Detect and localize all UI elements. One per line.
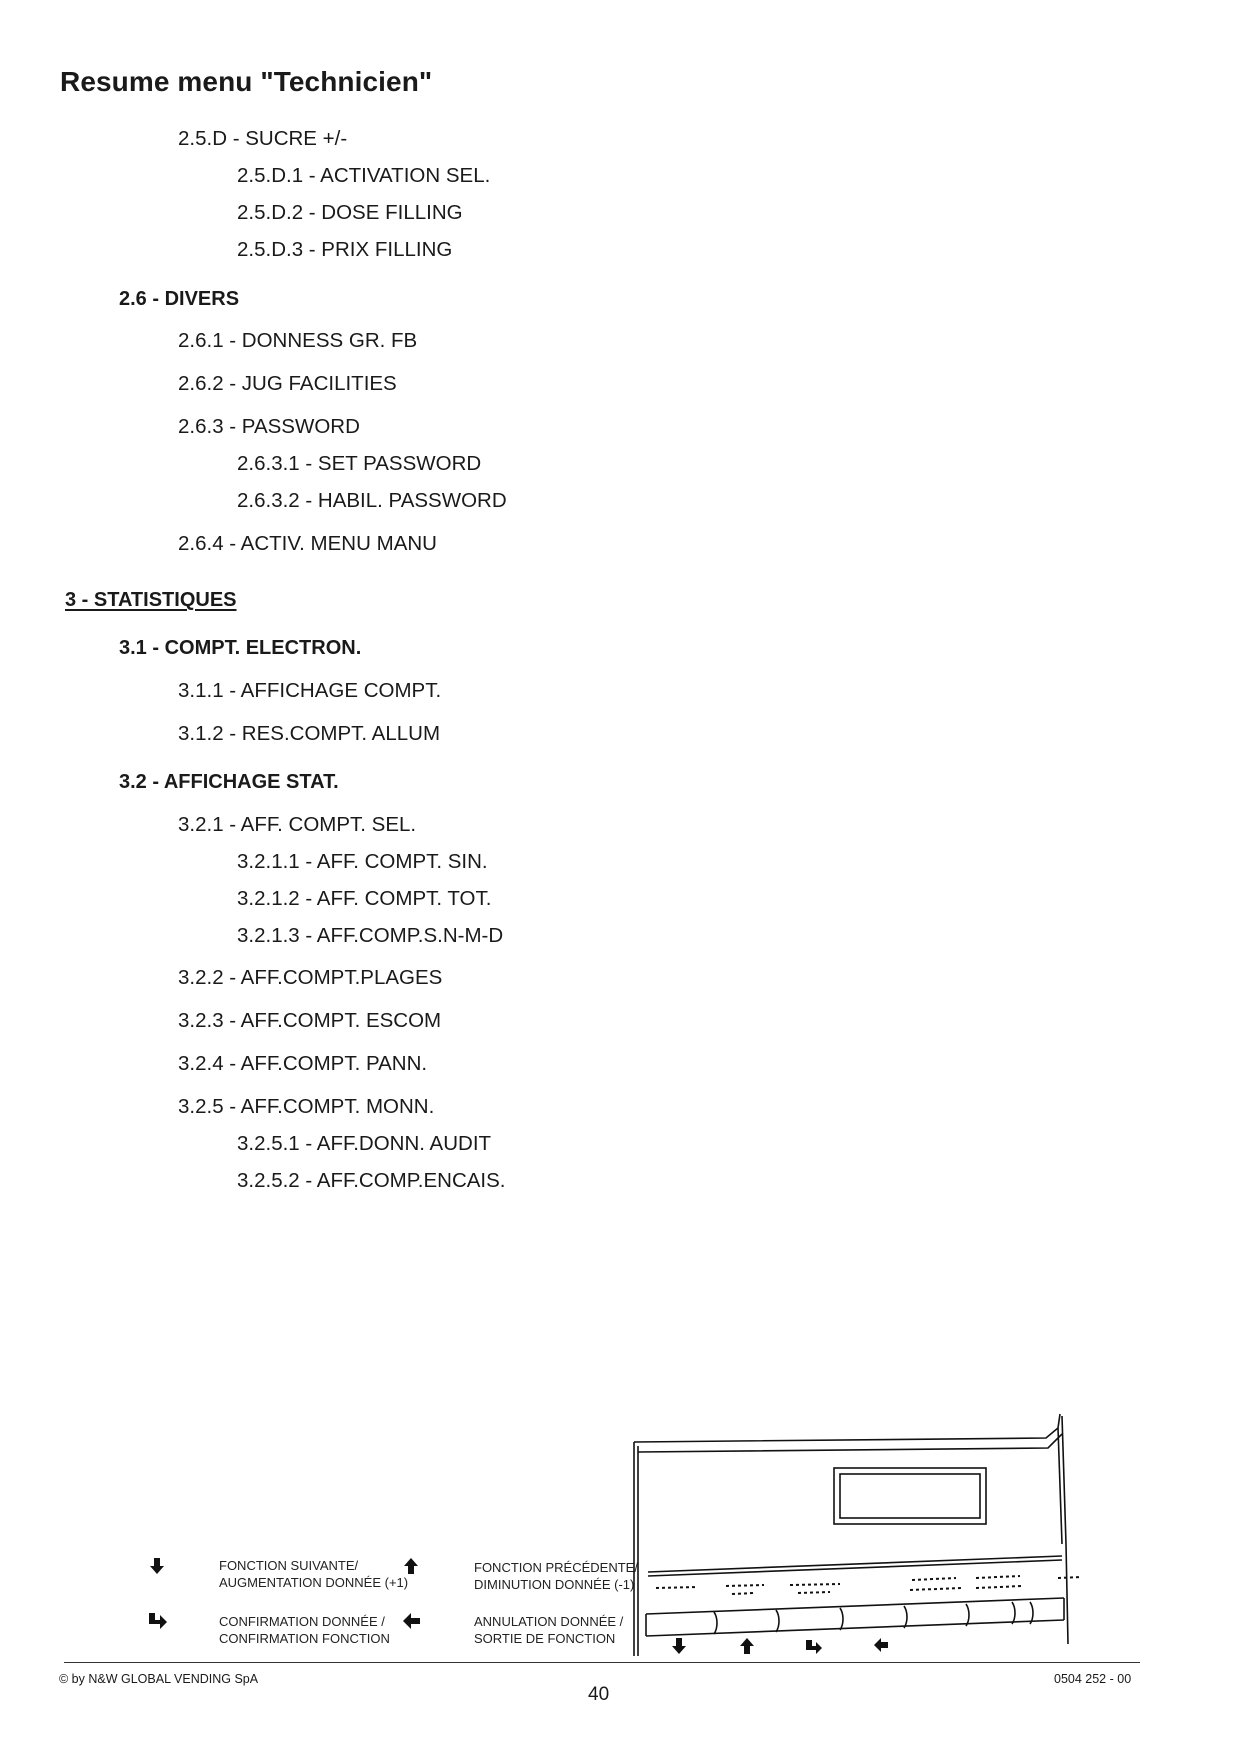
legend-down-text	[219, 1557, 408, 1591]
menu-item: 2.6.3.1 - SET PASSWORD	[237, 452, 482, 475]
footer-copyright: © by N&W GLOBAL VENDING SpA	[59, 1672, 259, 1686]
menu-item: 3.1.2 - RES.COMPT. ALLUM	[178, 722, 441, 745]
menu-item: 2.6.1 - DONNESS GR. FB	[178, 329, 418, 352]
legend-enter-line2: CONFIRMATION FONCTION	[219, 1631, 390, 1646]
legend-back-line1: ANNULATION DONNÉE /	[474, 1614, 624, 1629]
menu-item: 3.2.3 - AFF.COMPT. ESCOM	[178, 1009, 442, 1032]
menu-item: 3.2.4 - AFF.COMPT. PANN.	[178, 1052, 428, 1075]
footer-rule	[64, 1662, 1140, 1663]
menu-subsection: 2.6 - DIVERS	[119, 288, 240, 310]
legend-up-line1: FONCTION PRÉCÉDENTE/	[474, 1560, 638, 1575]
arrow-back-icon	[400, 1610, 422, 1632]
legend-up-text	[474, 1559, 638, 1593]
legend-down-line1: FONCTION SUIVANTE/	[219, 1558, 359, 1573]
menu-item: 2.5.D.3 - PRIX FILLING	[237, 238, 453, 261]
menu-item: 2.6.2 - JUG FACILITIES	[178, 372, 397, 395]
legend-back-line2: SORTIE DE FONCTION	[474, 1631, 616, 1646]
menu-subsection: 3.2 - AFFICHAGE STAT.	[119, 771, 339, 793]
arrow-up-icon	[400, 1555, 422, 1577]
control-panel-illustration	[626, 1404, 1140, 1664]
legend-enter-text	[219, 1613, 390, 1647]
legend-up-line2: DIMINUTION DONNÉE (-1)	[474, 1577, 635, 1592]
document-code: 0504 252 - 00	[1054, 1672, 1132, 1686]
legend-back-text	[474, 1613, 623, 1647]
menu-item: 3.2.5.2 - AFF.COMP.ENCAIS.	[237, 1169, 506, 1192]
legend-enter-line1: CONFIRMATION DONNÉE /	[219, 1614, 385, 1629]
menu-item: 2.6.4 - ACTIV. MENU MANU	[178, 532, 437, 555]
menu-item: 3.2.1.2 - AFF. COMPT. TOT.	[237, 887, 492, 910]
menu-subsection: 3.1 - COMPT. ELECTRON.	[119, 637, 362, 659]
menu-item: 3.2.5.1 - AFF.DONN. AUDIT	[237, 1132, 492, 1155]
legend-down-line2: AUGMENTATION DONNÉE (+1)	[219, 1575, 409, 1590]
menu-item: 2.6.3.2 - HABIL. PASSWORD	[237, 489, 507, 512]
menu-item: 2.6.3 - PASSWORD	[178, 415, 360, 438]
menu-item: 2.5.D - SUCRE +/-	[178, 127, 348, 150]
menu-item: 3.2.2 - AFF.COMPT.PLAGES	[178, 966, 443, 989]
menu-item: 2.5.D.1 - ACTIVATION SEL.	[237, 164, 491, 187]
menu-item: 2.5.D.2 - DOSE FILLING	[237, 201, 463, 224]
menu-item: 3.2.1.1 - AFF. COMPT. SIN.	[237, 850, 488, 873]
menu-item: 3.2.5 - AFF.COMPT. MONN.	[178, 1095, 435, 1118]
menu-item: 3.2.1.3 - AFF.COMP.S.N-M-D	[237, 924, 504, 947]
menu-item: 3.1.1 - AFFICHAGE COMPT.	[178, 679, 442, 702]
menu-section: 3 - STATISTIQUES	[65, 589, 237, 611]
arrow-down-icon	[146, 1555, 168, 1577]
menu-item: 3.2.1 - AFF. COMPT. SEL.	[178, 813, 417, 836]
page-title: Resume menu "Technicien"	[60, 66, 433, 97]
arrow-enter-icon	[146, 1610, 168, 1632]
page-number: 40	[588, 1684, 610, 1705]
